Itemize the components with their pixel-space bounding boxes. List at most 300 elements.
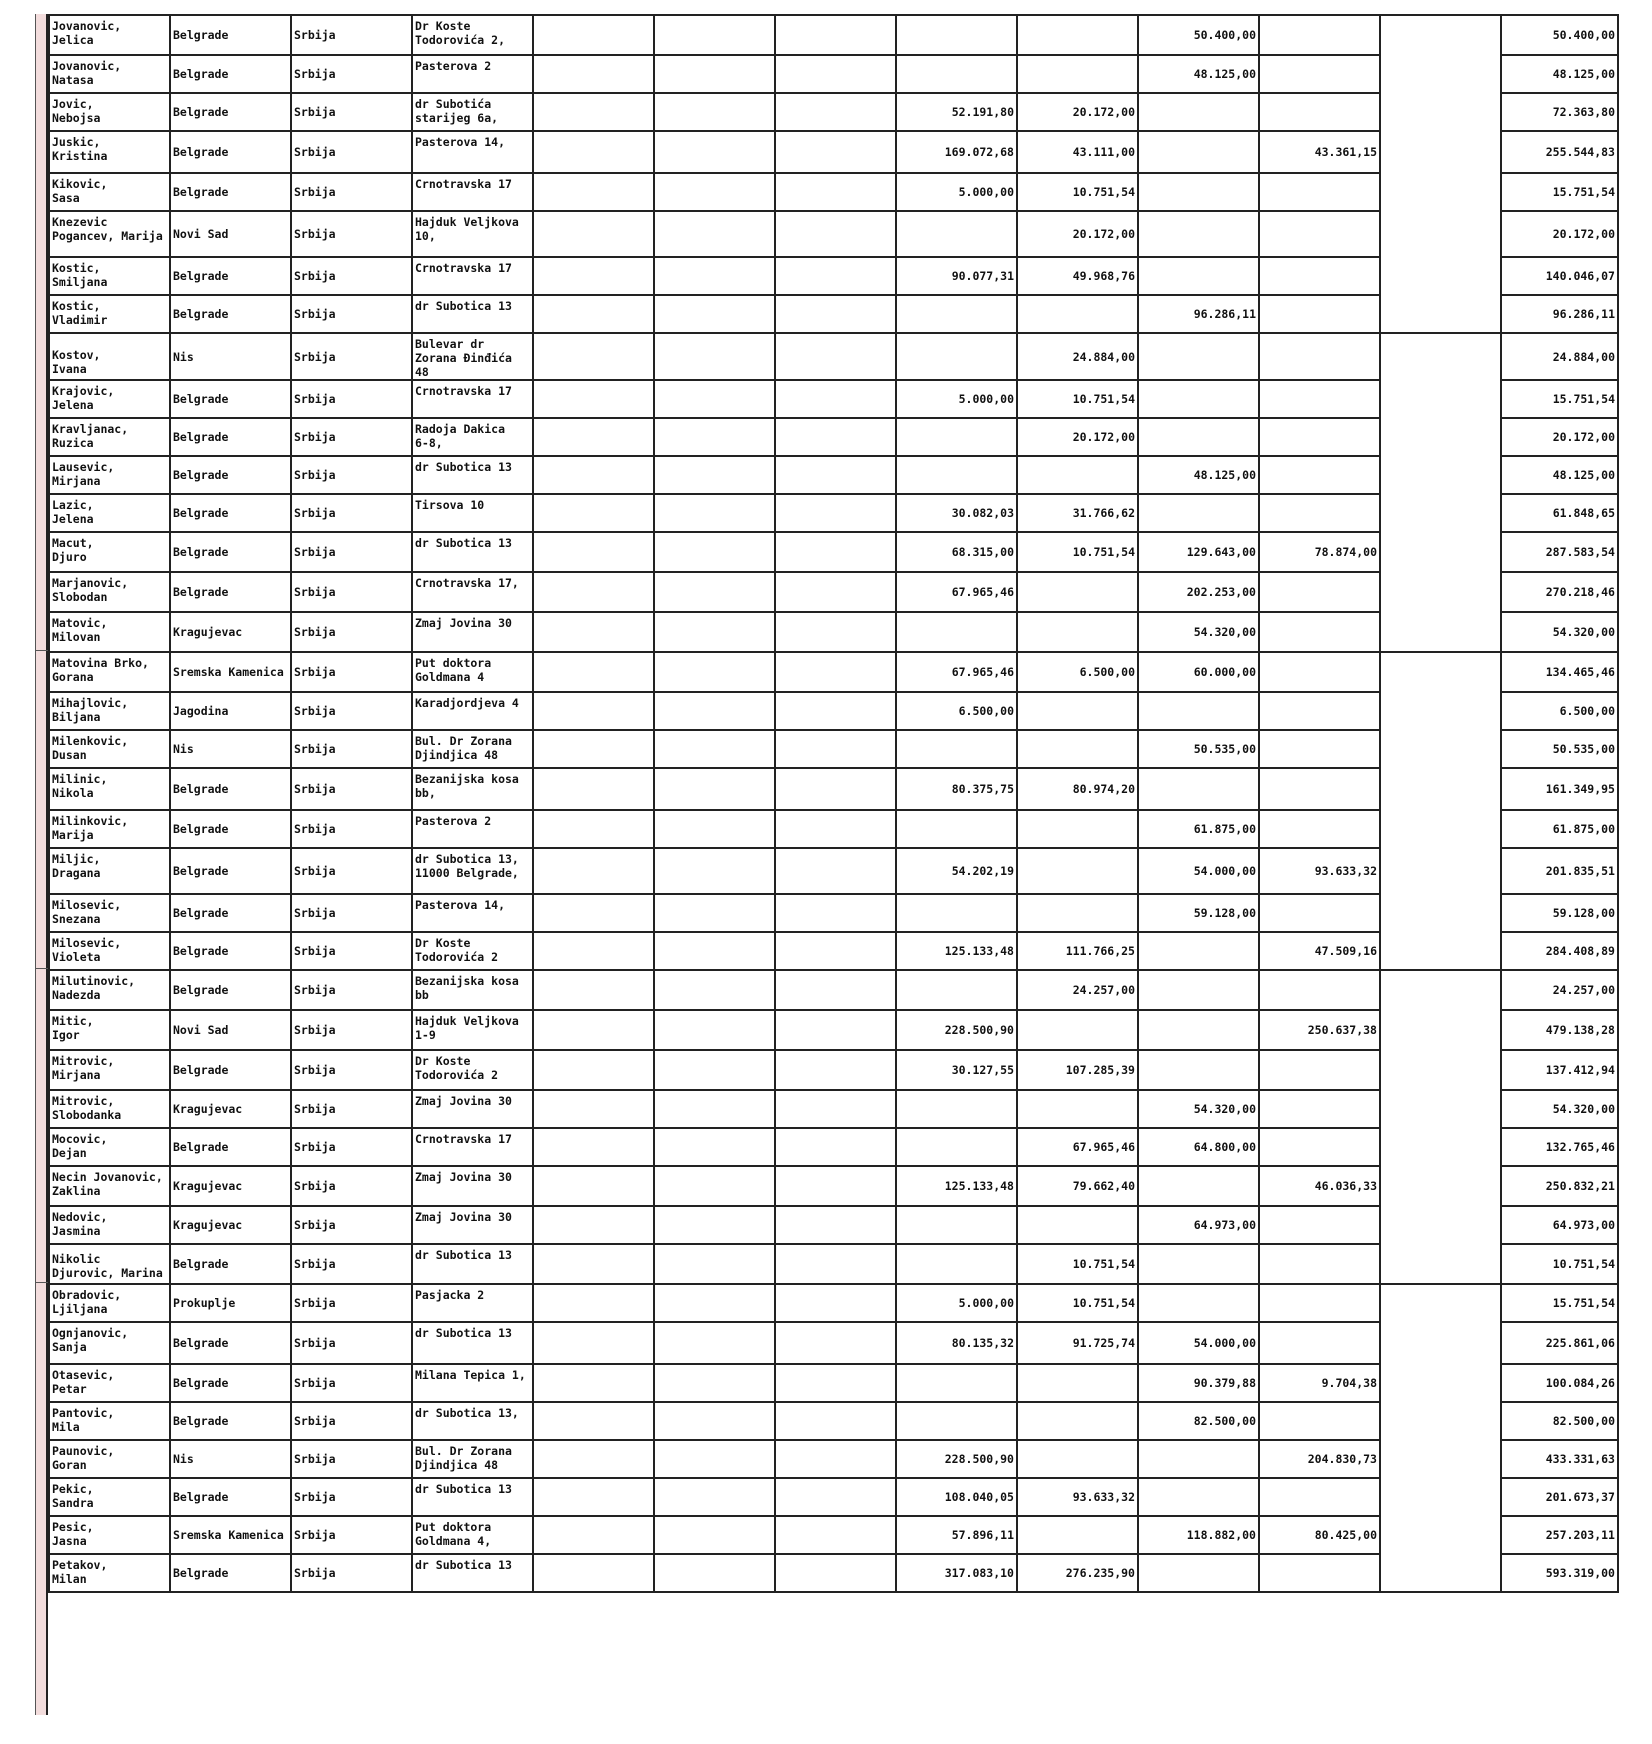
amount-cell: 317.083,10 [896,1554,1017,1592]
empty-cell [533,894,654,932]
empty-cell [775,810,896,848]
empty-cell [775,1402,896,1440]
amount-cell [1259,1284,1380,1322]
amount-cell [1259,1244,1380,1284]
empty-cell [775,692,896,730]
empty-cell [775,257,896,295]
name-cell: Lazic, Jelena [49,494,170,532]
address-cell: dr Subotica 13 [412,295,533,333]
city-cell: Sremska Kamenica [170,652,291,692]
amount-cell [1138,173,1259,211]
total-cell: 72.363,80 [1501,93,1618,131]
address-cell: Bul. Dr Zorana Djindjica 48 [412,1440,533,1478]
amount-cell [1138,768,1259,810]
empty-cell [533,970,654,1010]
city-cell: Belgrade [170,532,291,572]
empty-cell [654,1206,775,1244]
country-cell: Srbija [291,612,412,652]
total-cell: 255.544,83 [1501,131,1618,173]
empty-cell [654,55,775,93]
amount-cell [1017,1440,1138,1478]
city-cell: Jagodina [170,692,291,730]
address-cell: Crnotravska 17 [412,173,533,211]
city-cell: Novi Sad [170,211,291,257]
name-cell: Kostic, Vladimir [49,295,170,333]
country-cell: Srbija [291,1402,412,1440]
amount-cell: 93.633,32 [1259,848,1380,894]
empty-cell [775,494,896,532]
city-cell: Belgrade [170,173,291,211]
address-cell: Dr Koste Todorovića 2, [412,15,533,55]
amount-cell [1017,810,1138,848]
amount-cell [1259,15,1380,55]
amount-cell [1259,93,1380,131]
total-cell: 270.218,46 [1501,572,1618,612]
empty-cell [654,380,775,418]
name-cell: Matovic, Milovan [49,612,170,652]
total-cell: 161.349,95 [1501,768,1618,810]
empty-cell [654,572,775,612]
city-cell: Belgrade [170,418,291,456]
address-cell: Milana Tepica 1, [412,1364,533,1402]
amount-cell [1138,380,1259,418]
total-cell: 48.125,00 [1501,456,1618,494]
country-cell: Srbija [291,1128,412,1166]
address-cell: Bezanijska kosa bb, [412,768,533,810]
country-cell: Srbija [291,894,412,932]
amount-cell [1138,970,1259,1010]
amount-cell [1259,1090,1380,1128]
empty-cell [654,1284,775,1322]
amount-cell [1259,970,1380,1010]
empty-cell [654,1166,775,1206]
amount-cell: 9.704,38 [1259,1364,1380,1402]
name-cell: Macut, Djuro [49,532,170,572]
empty-cell [533,211,654,257]
address-cell: Hajduk Veljkova 1-9 [412,1010,533,1050]
address-cell: Crnotravska 17 [412,257,533,295]
city-cell: Kragujevac [170,1206,291,1244]
address-cell: Zmaj Jovina 30 [412,612,533,652]
amount-cell [1138,1554,1259,1592]
amount-cell: 90.077,31 [896,257,1017,295]
empty-cell [775,456,896,494]
country-cell: Srbija [291,1284,412,1322]
empty-cell [654,494,775,532]
city-cell: Kragujevac [170,612,291,652]
empty-cell [775,1090,896,1128]
address-cell: Dr Koste Todorovića 2 [412,932,533,970]
empty-cell [654,894,775,932]
amount-cell [896,456,1017,494]
empty-cell [775,1206,896,1244]
name-cell: Mitic, Igor [49,1010,170,1050]
name-cell: Ognjanovic, Sanja [49,1322,170,1364]
total-cell: 24.257,00 [1501,970,1618,1010]
amount-cell [1259,418,1380,456]
total-cell: 593.319,00 [1501,1554,1618,1592]
amount-cell [896,1364,1017,1402]
total-cell: 96.286,11 [1501,295,1618,333]
amount-cell: 5.000,00 [896,1284,1017,1322]
city-cell: Belgrade [170,848,291,894]
empty-cell [775,1516,896,1554]
empty-cell [775,1440,896,1478]
empty-cell [654,173,775,211]
total-cell: 201.835,51 [1501,848,1618,894]
city-cell: Kragujevac [170,1166,291,1206]
country-cell: Srbija [291,55,412,93]
country-cell: Srbija [291,532,412,572]
total-cell: 250.832,21 [1501,1166,1618,1206]
empty-cell [654,768,775,810]
empty-cell [775,1166,896,1206]
total-cell: 10.751,54 [1501,1244,1618,1284]
empty-cell [775,532,896,572]
amount-cell: 48.125,00 [1138,55,1259,93]
empty-cell [654,15,775,55]
amount-cell [1138,1284,1259,1322]
amount-cell: 43.361,15 [1259,131,1380,173]
amount-cell [1017,1516,1138,1554]
amount-cell [1259,494,1380,532]
amount-cell [1259,1554,1380,1592]
total-cell: 433.331,63 [1501,1440,1618,1478]
name-cell: Mocovic, Dejan [49,1128,170,1166]
city-cell: Belgrade [170,1244,291,1284]
address-cell: Tirsova 10 [412,494,533,532]
amount-cell: 20.172,00 [1017,93,1138,131]
empty-cell [775,1364,896,1402]
amount-cell [1138,131,1259,173]
empty-cell [533,1090,654,1128]
address-cell: Zmaj Jovina 30 [412,1166,533,1206]
empty-cell [533,1554,654,1592]
empty-cell [775,894,896,932]
amount-cell [1138,333,1259,380]
amount-cell [1259,1128,1380,1166]
amount-cell [1138,494,1259,532]
empty-cell [775,932,896,970]
empty-cell [533,418,654,456]
total-cell: 48.125,00 [1501,55,1618,93]
country-cell: Srbija [291,1516,412,1554]
empty-cell [775,612,896,652]
empty-cell [775,848,896,894]
address-cell: dr Subotica 13 [412,1478,533,1516]
name-cell: Kostov, Ivana [49,333,170,380]
city-cell: Belgrade [170,55,291,93]
total-cell: 61.848,65 [1501,494,1618,532]
amount-cell: 20.172,00 [1017,211,1138,257]
amount-cell [1259,456,1380,494]
amount-cell: 80.375,75 [896,768,1017,810]
row-group-margin [35,14,48,1715]
amount-cell [1138,1244,1259,1284]
country-cell: Srbija [291,1244,412,1284]
empty-cell [654,418,775,456]
city-cell: Belgrade [170,1322,291,1364]
name-cell: Pesic, Jasna [49,1516,170,1554]
empty-cell [654,1244,775,1284]
amount-cell: 93.633,32 [1017,1478,1138,1516]
name-cell: Milosevic, Violeta [49,932,170,970]
amount-cell: 59.128,00 [1138,894,1259,932]
empty-cell [533,1322,654,1364]
address-cell: dr Subotica 13 [412,1554,533,1592]
empty-cell [775,15,896,55]
amount-cell [896,211,1017,257]
total-cell: 15.751,54 [1501,1284,1618,1322]
table-row [49,333,1618,380]
name-cell: Petakov, Milan [49,1554,170,1592]
amount-cell [1138,93,1259,131]
amount-cell: 49.968,76 [1017,257,1138,295]
city-cell: Belgrade [170,380,291,418]
amount-cell: 80.425,00 [1259,1516,1380,1554]
country-cell: Srbija [291,1090,412,1128]
amount-cell [896,1244,1017,1284]
city-cell: Nis [170,1440,291,1478]
amount-cell [1017,1090,1138,1128]
country-cell: Srbija [291,848,412,894]
address-cell: Put doktora Goldmana 4, [412,1516,533,1554]
city-cell: Belgrade [170,1364,291,1402]
amount-cell: 67.965,46 [896,572,1017,612]
amount-cell [1138,932,1259,970]
empty-cell [533,848,654,894]
amount-cell: 6.500,00 [896,692,1017,730]
empty-cell [775,1322,896,1364]
empty-cell [775,418,896,456]
total-cell: 61.875,00 [1501,810,1618,848]
name-cell: Kikovic, Sasa [49,173,170,211]
country-cell: Srbija [291,652,412,692]
empty-cell [775,333,896,380]
amount-cell: 46.036,33 [1259,1166,1380,1206]
total-cell: 6.500,00 [1501,692,1618,730]
amount-cell: 204.830,73 [1259,1440,1380,1478]
total-cell: 20.172,00 [1501,418,1618,456]
city-cell: Belgrade [170,932,291,970]
name-cell: Miljic, Dragana [49,848,170,894]
city-cell: Belgrade [170,1050,291,1090]
address-cell: Pasterova 2 [412,55,533,93]
amount-cell [1259,380,1380,418]
amount-cell: 68.315,00 [896,532,1017,572]
amount-cell [1259,612,1380,652]
city-cell: Belgrade [170,970,291,1010]
city-cell: Belgrade [170,1402,291,1440]
address-cell: Pasterova 2 [412,810,533,848]
empty-cell [533,730,654,768]
amount-cell: 202.253,00 [1138,572,1259,612]
amount-cell [1259,1206,1380,1244]
amount-cell: 80.135,32 [896,1322,1017,1364]
address-cell: Hajduk Veljkova 10, [412,211,533,257]
country-cell: Srbija [291,1010,412,1050]
address-cell: Crnotravska 17 [412,1128,533,1166]
amount-cell: 50.400,00 [1138,15,1259,55]
total-cell: 15.751,54 [1501,173,1618,211]
amount-cell [1017,1206,1138,1244]
address-cell: Zmaj Jovina 30 [412,1206,533,1244]
amount-cell [1017,730,1138,768]
empty-cell [775,1244,896,1284]
amount-cell: 67.965,46 [896,652,1017,692]
country-cell: Srbija [291,380,412,418]
total-cell: 82.500,00 [1501,1402,1618,1440]
amount-cell: 31.766,62 [1017,494,1138,532]
empty-cell [654,1050,775,1090]
empty-cell [654,612,775,652]
empty-cell [533,131,654,173]
amount-cell [1017,1402,1138,1440]
amount-cell [1017,572,1138,612]
total-cell: 24.884,00 [1501,333,1618,380]
name-cell: Otasevic, Petar [49,1364,170,1402]
city-cell: Belgrade [170,894,291,932]
amount-cell: 54.202,19 [896,848,1017,894]
amount-cell: 5.000,00 [896,173,1017,211]
name-cell: Knezevic Pogancev, Marija [49,211,170,257]
empty-merged-cell [1380,1284,1501,1592]
amount-cell: 57.896,11 [896,1516,1017,1554]
total-cell: 20.172,00 [1501,211,1618,257]
empty-cell [654,1322,775,1364]
name-cell: Pekic, Sandra [49,1478,170,1516]
country-cell: Srbija [291,333,412,380]
amount-cell: 64.800,00 [1138,1128,1259,1166]
country-cell: Srbija [291,15,412,55]
empty-cell [533,1440,654,1478]
name-cell: Kostic, Smiljana [49,257,170,295]
total-cell: 479.138,28 [1501,1010,1618,1050]
total-cell: 134.465,46 [1501,652,1618,692]
amount-cell [1138,211,1259,257]
country-cell: Srbija [291,1166,412,1206]
amount-cell: 67.965,46 [1017,1128,1138,1166]
empty-cell [654,131,775,173]
amount-cell: 48.125,00 [1138,456,1259,494]
name-cell: Mitrovic, Mirjana [49,1050,170,1090]
amount-cell [896,612,1017,652]
name-cell: Mihajlovic, Biljana [49,692,170,730]
country-cell: Srbija [291,970,412,1010]
empty-cell [775,1478,896,1516]
amount-cell: 5.000,00 [896,380,1017,418]
address-cell: dr Subotica 13, 11000 Belgrade, [412,848,533,894]
city-cell: Belgrade [170,257,291,295]
amount-cell [1259,810,1380,848]
amount-cell [1259,692,1380,730]
address-cell: dr Subotića starijeg 6a, [412,93,533,131]
empty-cell [654,810,775,848]
address-cell: Put doktora Goldmana 4 [412,652,533,692]
empty-cell [654,970,775,1010]
amount-cell [1138,418,1259,456]
empty-cell [775,1050,896,1090]
amount-cell [896,894,1017,932]
country-cell: Srbija [291,572,412,612]
empty-cell [533,612,654,652]
amount-cell [1259,1402,1380,1440]
amount-cell: 108.040,05 [896,1478,1017,1516]
address-cell: dr Subotica 13 [412,456,533,494]
empty-cell [533,1128,654,1166]
total-cell: 100.084,26 [1501,1364,1618,1402]
empty-cell [533,295,654,333]
empty-cell [654,1128,775,1166]
total-cell: 287.583,54 [1501,532,1618,572]
amount-cell: 6.500,00 [1017,652,1138,692]
address-cell: Crnotravska 17 [412,380,533,418]
amount-cell [896,970,1017,1010]
amount-cell [1017,894,1138,932]
amount-cell [896,333,1017,380]
empty-cell [533,333,654,380]
empty-cell [533,532,654,572]
amount-cell [1138,692,1259,730]
country-cell: Srbija [291,295,412,333]
amount-cell: 125.133,48 [896,1166,1017,1206]
empty-cell [775,730,896,768]
empty-cell [533,15,654,55]
amount-cell: 169.072,68 [896,131,1017,173]
address-cell: Bul. Dr Zorana Djindjica 48 [412,730,533,768]
city-cell: Belgrade [170,15,291,55]
empty-cell [654,1516,775,1554]
address-cell: Bulevar dr Zorana Đinđića 48 [412,333,533,380]
amount-cell: 111.766,25 [1017,932,1138,970]
amount-cell: 79.662,40 [1017,1166,1138,1206]
amount-cell [896,295,1017,333]
country-cell: Srbija [291,173,412,211]
amount-cell [896,1128,1017,1166]
amount-cell: 64.973,00 [1138,1206,1259,1244]
total-cell: 225.861,06 [1501,1322,1618,1364]
amount-cell: 50.535,00 [1138,730,1259,768]
amount-cell: 54.320,00 [1138,1090,1259,1128]
table-row [49,1284,1618,1322]
amount-cell: 54.000,00 [1138,848,1259,894]
address-cell: Radoja Dakica 6-8, [412,418,533,456]
amount-cell: 276.235,90 [1017,1554,1138,1592]
name-cell: Jovanovic, Natasa [49,55,170,93]
city-cell: Belgrade [170,295,291,333]
name-cell: Paunovic, Goran [49,1440,170,1478]
empty-cell [654,1440,775,1478]
amount-cell [1017,848,1138,894]
empty-cell [533,380,654,418]
empty-cell [654,1010,775,1050]
amount-cell [1259,730,1380,768]
city-cell: Nis [170,333,291,380]
country-cell: Srbija [291,494,412,532]
total-cell: 50.535,00 [1501,730,1618,768]
empty-cell [533,456,654,494]
empty-cell [775,173,896,211]
amount-cell: 78.874,00 [1259,532,1380,572]
empty-cell [533,1166,654,1206]
city-cell: Belgrade [170,93,291,131]
total-cell: 140.046,07 [1501,257,1618,295]
empty-cell [654,1478,775,1516]
empty-cell [775,572,896,612]
address-cell: Pasjacka 2 [412,1284,533,1322]
empty-cell [775,295,896,333]
amount-cell [1259,652,1380,692]
